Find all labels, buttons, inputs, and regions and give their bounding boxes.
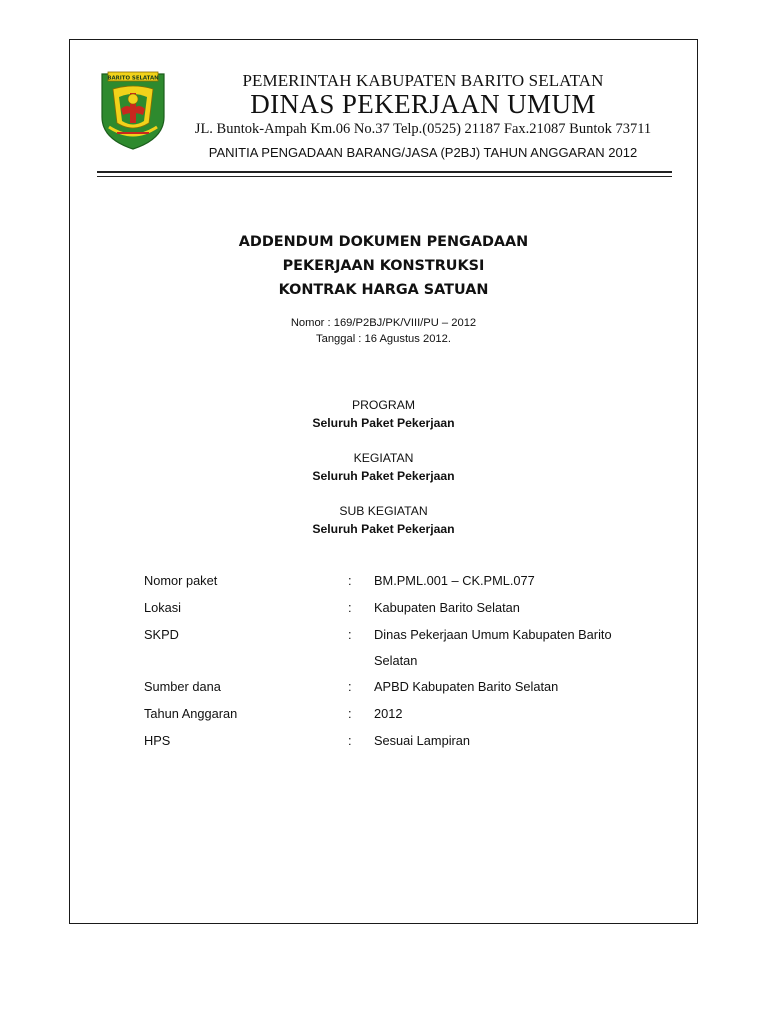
detail-label-lokasi: Lokasi	[144, 600, 181, 615]
agency-address: JL. Buntok-Ampah Km.06 No.37 Telp.(0525) 21187 Fax.21087 Buntok 73711	[194, 121, 652, 137]
kegiatan-label: KEGIATAN	[353, 451, 414, 465]
detail-value-skpd-continued: Selatan	[374, 653, 418, 668]
document-title-line2: PEKERJAAN KONSTRUKSI	[282, 258, 485, 274]
detail-value-lokasi: Kabupaten Barito Selatan	[374, 600, 520, 615]
detail-value-skpd: Dinas Pekerjaan Umum Kabupaten Barito	[374, 627, 612, 642]
detail-colon: :	[348, 706, 352, 721]
committee-name: PANITIA PENGADAAN BARANG/JASA (P2BJ) TAHUN ANGGARAN 2012	[208, 145, 638, 160]
detail-colon: :	[348, 733, 352, 748]
document-title-line1: ADDENDUM DOKUMEN PENGADAAN	[238, 234, 529, 250]
header-divider-thin	[97, 176, 672, 177]
detail-colon: :	[348, 600, 352, 615]
detail-label-nomor-paket: Nomor paket	[144, 573, 218, 588]
detail-value-hps: Sesuai Lampiran	[374, 733, 471, 748]
detail-value-tahun-anggaran: 2012	[374, 706, 403, 721]
sub-kegiatan-value: Seluruh Paket Pekerjaan	[312, 522, 455, 536]
document-number: Nomor : 169/P2BJ/PK/VIII/PU – 2012	[290, 317, 477, 329]
detail-colon: :	[348, 573, 352, 588]
kegiatan-value: Seluruh Paket Pekerjaan	[312, 469, 455, 483]
header-divider-thick	[97, 171, 672, 173]
detail-value-sumber-dana: APBD Kabupaten Barito Selatan	[374, 679, 559, 694]
detail-label-hps: HPS	[144, 733, 171, 748]
detail-colon: :	[348, 627, 352, 642]
document-date: Tanggal : 16 Agustus 2012.	[316, 333, 451, 345]
detail-value-nomor-paket: BM.PML.001 – CK.PML.077	[374, 573, 535, 588]
detail-label-skpd: SKPD	[144, 627, 179, 642]
agency-name: DINAS PEKERJAAN UMUM	[250, 89, 596, 119]
sub-kegiatan-label: SUB KEGIATAN	[339, 504, 428, 518]
regency-emblem-icon	[99, 69, 167, 151]
detail-label-tahun-anggaran: Tahun Anggaran	[144, 706, 238, 721]
detail-colon: :	[348, 679, 352, 694]
government-name: PEMERINTAH KABUPATEN BARITO SELATAN	[242, 71, 604, 90]
program-value: Seluruh Paket Pekerjaan	[312, 416, 455, 430]
detail-label-sumber-dana: Sumber dana	[144, 679, 221, 694]
program-label: PROGRAM	[352, 398, 415, 412]
svg-text:BARITO SELATAN: BARITO SELATAN	[107, 75, 159, 82]
document-title-line3: KONTRAK HARGA SATUAN	[278, 282, 489, 298]
